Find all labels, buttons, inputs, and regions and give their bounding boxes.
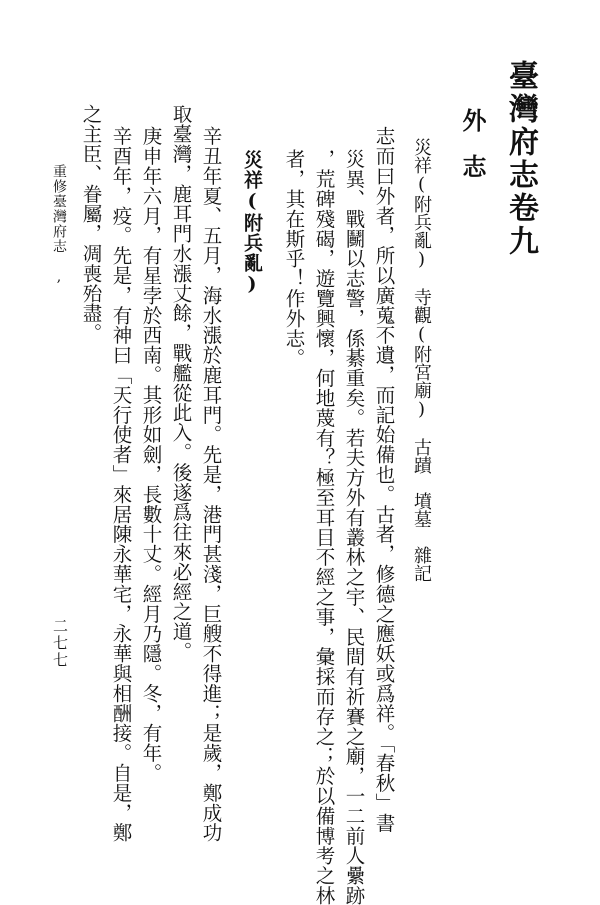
entry-line-1: 辛丑年夏、五月，海水漲於鹿耳門。先是，港門甚淺，巨艘不得進；是歲，鄭成功 xyxy=(199,126,223,843)
intro-line-2: 災異、戰鬭以志警，係綦重矣。若夫方外有叢林之宇、民間有祈賽之廟，一二前人纍跡 xyxy=(342,149,366,905)
entry-line-2: 取臺灣，鹿耳門水漲丈餘，戰艦從此入。後遂爲往來必經之道。 xyxy=(169,104,193,662)
entry-line-5: 之主臣、眷屬，凋喪殆盡。 xyxy=(79,104,103,343)
intro-line-1: 志而曰外者，所以廣蒐不遺，而記始備也。古者，修德之應妖或爲祥。「春秋」書 xyxy=(372,126,396,833)
entry-line-3: 庚申年六月，有星孛於西南。其形如劍，長數十丈。經月乃隱。冬，有年。 xyxy=(139,126,163,783)
running-footer: 重修臺灣府志 , xyxy=(51,164,67,286)
section-title: 外志 xyxy=(458,108,487,200)
entry-line-4: 辛酉年，疫。先是，有神曰「天行使者」來居陳永華宅，永華與相酬接。自是，鄭 xyxy=(109,126,133,843)
page-number: 二七七 xyxy=(51,618,69,669)
volume-title: 臺灣府志卷九 xyxy=(503,60,538,258)
intro-line-4: 者，其在斯乎！作外志。 xyxy=(282,149,306,368)
section-subjects: 災祥(附兵亂) 寺觀(附宮廟) 古蹟 墳墓 雜記 xyxy=(411,138,432,582)
intro-line-3: ，荒碑殘碣，遊覽興懷，何地蔑有？極至耳目不經之事，彙採而存之；於以備博考之林 xyxy=(312,149,336,905)
subsection-title: 災祥(附兵亂) xyxy=(241,150,263,296)
